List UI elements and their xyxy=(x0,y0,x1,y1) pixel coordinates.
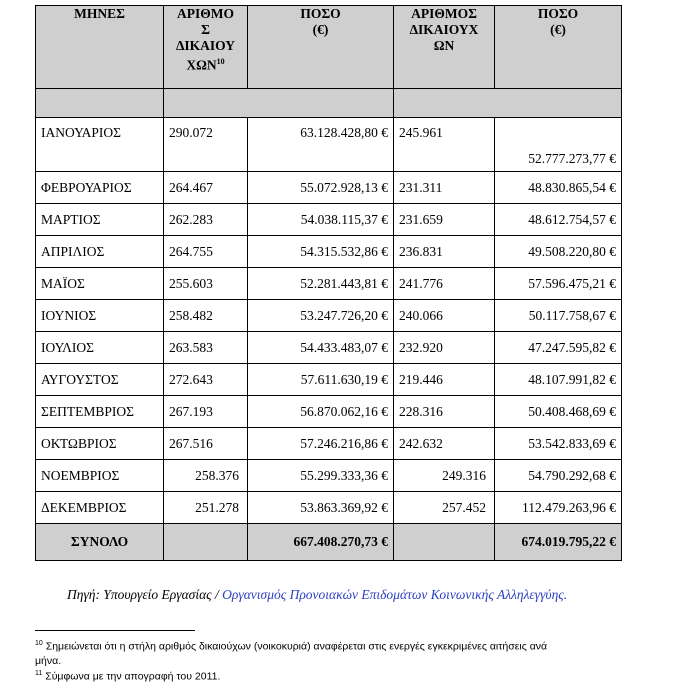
beneficiaries-2020-cell: 240.066 xyxy=(394,300,495,332)
header-amount-2019: ΠΟΣΟ (€) xyxy=(248,6,394,89)
amount-2019-cell: 54.315.532,86 € xyxy=(248,236,394,268)
table-row xyxy=(36,300,622,332)
table-row xyxy=(36,172,622,204)
month-cell: ΣΕΠΤΕΜΒΡΙΟΣ xyxy=(36,396,164,428)
beneficiaries-2019-cell: 251.278 xyxy=(164,492,248,524)
beneficiaries-2019-cell: 258.482 xyxy=(164,300,248,332)
amount-2019-cell: 52.281.443,81 € xyxy=(248,268,394,300)
beneficiaries-2020-cell: 231.311 xyxy=(394,172,495,204)
amount-2020-cell: 48.107.991,82 € xyxy=(495,364,622,396)
table-row xyxy=(36,204,622,236)
month-cell: ΙΟΥΛΙΟΣ xyxy=(36,332,164,364)
footnote-10 xyxy=(35,637,575,668)
month-cell: ΙΟΥΝΙΟΣ xyxy=(36,300,164,332)
amount-2020-cell: 53.542.833,69 € xyxy=(495,428,622,460)
month-cell: ΦΕΒΡΟΥΑΡΙΟΣ xyxy=(36,172,164,204)
amount-2020-cell: 48.612.754,57 € xyxy=(495,204,622,236)
beneficiaries-2019-cell: 258.376 xyxy=(164,460,248,492)
beneficiaries-2019-cell: 267.193 xyxy=(164,396,248,428)
beneficiaries-2020-cell: 249.316 xyxy=(394,460,495,492)
total-row xyxy=(36,524,622,561)
header-beneficiaries-2019: ΑΡΙΘΜΟ Σ ΔΙΚΑΙΟΥ ΧΩΝ$^{10}$ xyxy=(164,6,248,89)
amount-2020-cell: 112.479.263,96 € xyxy=(495,492,622,524)
total-label: ΣΥΝΟΛΟ xyxy=(36,524,164,561)
month-cell: ΑΠΡΙΛΙΟΣ xyxy=(36,236,164,268)
beneficiaries-2019-cell: 262.283 xyxy=(164,204,248,236)
amount-2019-cell: 53.247.726,20 € xyxy=(248,300,394,332)
month-cell: ΙΑΝΟΥΑΡΙΟΣ xyxy=(36,118,164,172)
amount-2019-cell: 55.072.928,13 € xyxy=(248,172,394,204)
month-cell: ΜΑΪΟΣ xyxy=(36,268,164,300)
table-row xyxy=(36,428,622,460)
beneficiaries-2019-cell: 290.072 xyxy=(164,118,248,172)
amount-2020-cell: 52.777.273,77 € xyxy=(495,118,622,172)
footnote-divider xyxy=(35,630,195,631)
amount-2020-cell: 48.830.865,54 € xyxy=(495,172,622,204)
beneficiaries-2020-cell: 232.920 xyxy=(394,332,495,364)
total-blank-2020 xyxy=(394,524,495,561)
amount-2020-cell: 50.117.758,67 € xyxy=(495,300,622,332)
beneficiaries-2020-cell: 241.776 xyxy=(394,268,495,300)
amount-2019-cell: 56.870.062,16 € xyxy=(248,396,394,428)
month-cell: ΝΟΕΜΒΡΙΟΣ xyxy=(36,460,164,492)
header-months: ΜΗΝΕΣ xyxy=(36,6,164,89)
table-row xyxy=(36,118,622,172)
year-row xyxy=(36,89,622,118)
header-beneficiaries-2020: ΑΡΙΘΜΟΣ ΔΙΚΑΙΟΥΧ ΩΝ xyxy=(394,6,495,89)
month-cell: ΔΕΚΕΜΒΡΙΟΣ xyxy=(36,492,164,524)
amount-2019-cell: 54.038.115,37 € xyxy=(248,204,394,236)
table-row xyxy=(36,364,622,396)
amount-2019-cell: 53.863.369,92 € xyxy=(248,492,394,524)
footnote-mark: 10 xyxy=(35,640,43,647)
amount-2019-cell: 55.299.333,36 € xyxy=(248,460,394,492)
beneficiaries-2020-cell: 231.659 xyxy=(394,204,495,236)
amount-2020-cell: 54.790.292,68 € xyxy=(495,460,622,492)
amount-2019-cell: 57.246.216,86 € xyxy=(248,428,394,460)
benefits-table xyxy=(35,5,622,561)
beneficiaries-2020-cell: 242.632 xyxy=(394,428,495,460)
beneficiaries-2019-cell: 264.467 xyxy=(164,172,248,204)
month-cell: ΜΑΡΤΙΟΣ xyxy=(36,204,164,236)
beneficiaries-2020-cell: 228.316 xyxy=(394,396,495,428)
beneficiaries-2020-cell: 219.446 xyxy=(394,364,495,396)
beneficiaries-2020-cell: 236.831 xyxy=(394,236,495,268)
total-amount-2020: 674.019.795,22 € xyxy=(495,524,622,561)
table-row xyxy=(36,268,622,300)
source-prefix: Πηγή: Υπουργείο Εργασίας / xyxy=(67,587,223,602)
table-row xyxy=(36,396,622,428)
year-blank-cell xyxy=(36,89,164,118)
header-row xyxy=(36,6,622,89)
year-2020 xyxy=(394,89,622,118)
total-amount-2019: 667.408.270,73 € xyxy=(248,524,394,561)
header-amount-2020: ΠΟΣΟ (€) xyxy=(495,6,622,89)
month-cell: ΟΚΤΩΒΡΙΟΣ xyxy=(36,428,164,460)
beneficiaries-2019-cell: 263.583 xyxy=(164,332,248,364)
table-row xyxy=(36,492,622,524)
beneficiaries-2019-cell: 272.643 xyxy=(164,364,248,396)
amount-2019-cell: 57.611.630,19 € xyxy=(248,364,394,396)
year-2019 xyxy=(164,89,394,118)
amount-2020-cell: 49.508.220,80 € xyxy=(495,236,622,268)
footnote-ref-10: 10 xyxy=(216,57,225,66)
beneficiaries-2019-cell: 255.603 xyxy=(164,268,248,300)
source-note xyxy=(67,587,592,603)
footnote-text: Σημειώνεται ότι η στήλη αριθμός δικαιούχων (νοικοκυριά) αναφέρεται στις ενεργές εγκεκριμένες αιτήσεις ανά μήνα. xyxy=(35,640,548,667)
table-row xyxy=(36,236,622,268)
source-organization: Οργανισμός Προνοιακών Επιδομάτων Κοινωνικής Αλληλεγγύης. xyxy=(222,587,568,602)
footnote-11 xyxy=(35,667,575,684)
amount-2019-cell: 54.433.483,07 € xyxy=(248,332,394,364)
beneficiaries-2019-cell: 267.516 xyxy=(164,428,248,460)
beneficiaries-2020-cell: 257.452 xyxy=(394,492,495,524)
amount-2020-cell: 50.408.468,69 € xyxy=(495,396,622,428)
beneficiaries-2019-cell: 264.755 xyxy=(164,236,248,268)
month-cell: ΑΥΓΟΥΣΤΟΣ xyxy=(36,364,164,396)
amount-2020-cell: 57.596.475,21 € xyxy=(495,268,622,300)
table-row xyxy=(36,460,622,492)
table-row xyxy=(36,332,622,364)
footnote-text: Σύμφωνα με την απογραφή του 2011. xyxy=(42,670,221,683)
beneficiaries-2020-cell: 245.961 xyxy=(394,118,495,172)
amount-2020-cell: 47.247.595,82 € xyxy=(495,332,622,364)
amount-2019-cell: 63.128.428,80 € xyxy=(248,118,394,172)
footnote-mark: 11 xyxy=(35,670,43,677)
total-blank-2019 xyxy=(164,524,248,561)
